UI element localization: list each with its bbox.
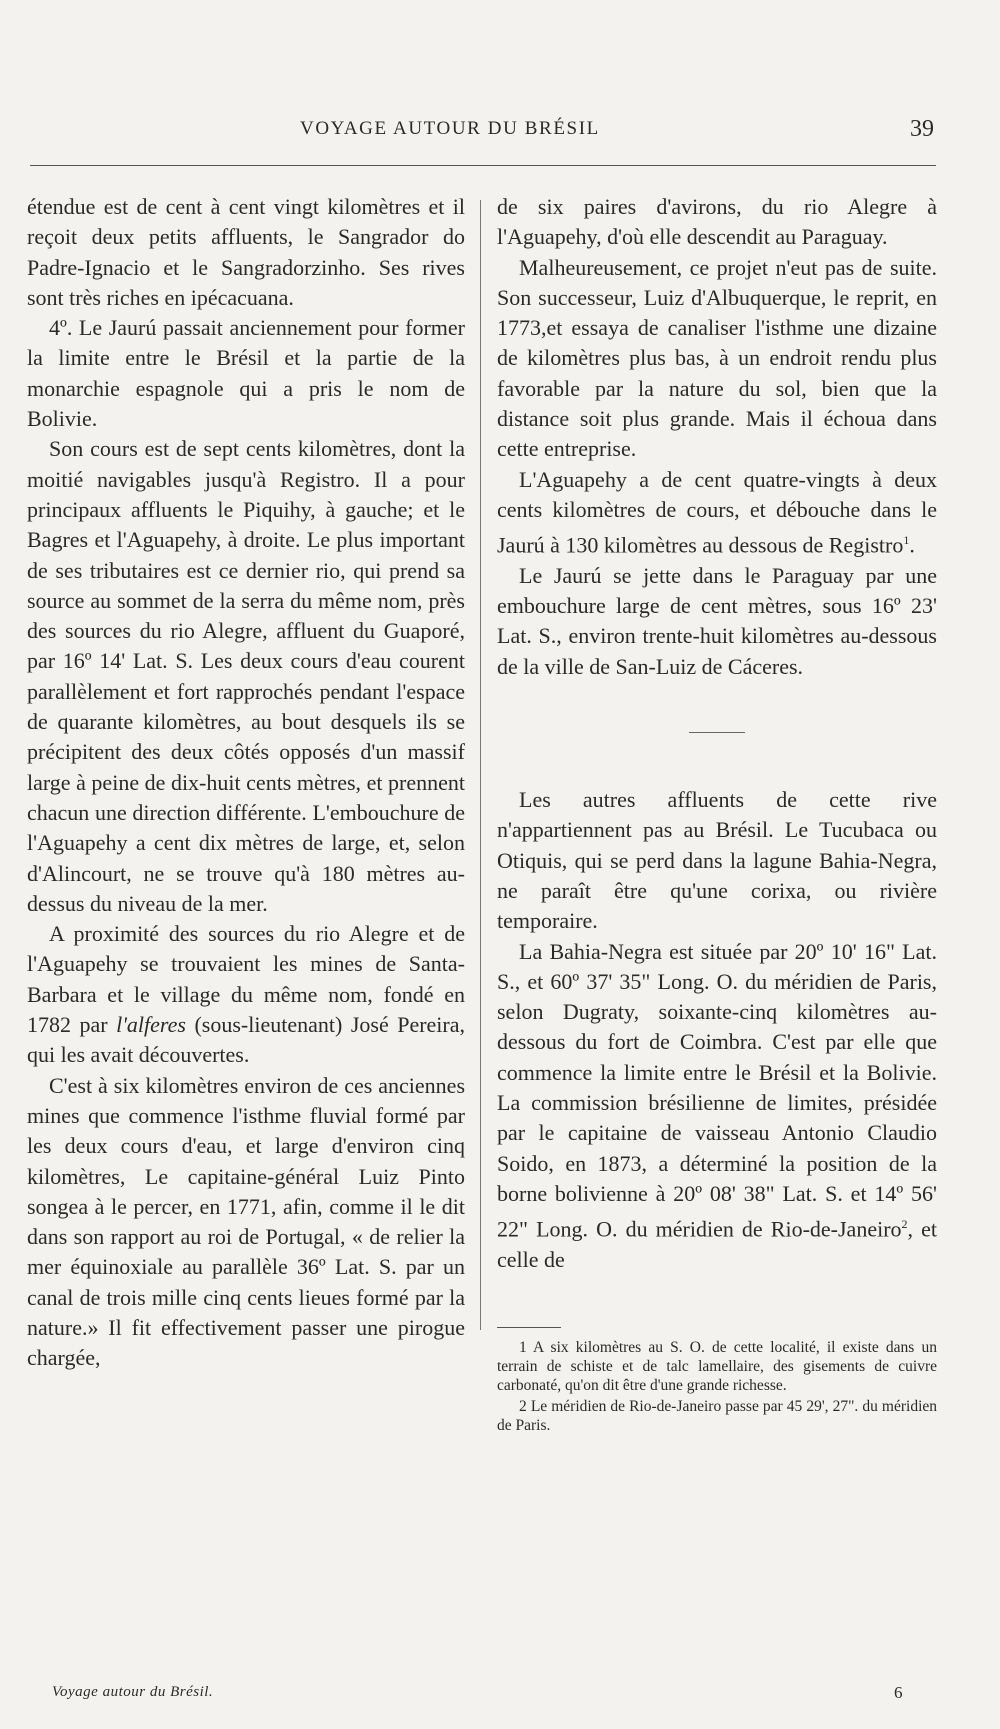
paragraph-text: (sous-lieutenant) José Pereira, qui les avait découvertes. [27,1012,466,1068]
footnote: 1 A six kilomètres au S. O. de cette localité, il existe dans un terrain de schiste et de talc lamellaire, des gisements de cuivre carbonaté, qu'on dit être d'une grande richesse. [497,1339,937,1395]
footnote-ref: 1 [903,533,910,548]
paragraph-text: La Bahia-Negra est située par 20º 10' 16" Lat. S., et 60º 37' 35" Long. O. du méridien de Paris, selon Dugraty, soixante-cinq kilomètres au-dessous du fort de Coimbra. C'est par elle que commence la limite entre le Brésil et la Bolivie. La commission brésilienne de limites, présidée par le capitaine de vaisseau Antonio Claudio Soido, en 1873, a déterminé la position de la borne bolivienne à 20º 08' 38" Lat. S. et 14º 56' 22" Long. O. du méridien de Rio-de-Janeiro [497,938,937,1242]
left-column [27,192,465,1374]
footnote: 2 Le méridien de Rio-de-Janeiro passe par 45 29', 27". du méridien de Paris. [497,1398,937,1435]
paragraph-text: L'Aguapehy a de cent quatre-vingts à deux cents kilomètres de cours, et débouche dans le Jaurú à 130 kilomètres au dessous de Registro [497,466,937,558]
paragraph-text: . [909,532,915,558]
footer-book-title: Voyage autour du Brésil. [52,1684,214,1700]
paragraph [497,465,937,561]
paragraph: C'est à six kilomètres environ de ces anciennes mines que commence l'isthme fluvial formé par les deux cours d'eau, et large d'environ cinq kilomètres, Le capitaine-général Luiz Pinto songea à le percer, en 1771, afin, comme il le dit dans son rapport au roi de Portugal, « de relier la mer équinoxiale au parallèle 36º Lat. S. par un canal de trois mille cinq cents lieues formé par la nature.» Il fit effectivement passer une pirogue chargée, [27,1072,465,1371]
footnotes [497,1338,937,1435]
paragraph: Son cours est de sept cents kilomètres, dont la moitié navigables jusqu'à Registro. Il a pour principaux affluents le Piquihy, à gauche; et le Bagres et l'Aguapehy, à droite. Le plus important de ses tributaires est ce dernier rio, qui prend sa source au sommet de la serra du même nom, près des sources du rio Alegre, affluent du Guaporé, par 16º 14' Lat. S. Les deux cours d'eau courent parallèlement et fort rapprochés pendant l'espace de quarante kilomètres, au bout desquels ils se précipitent des deux côtés opposés d'un massif large à peine de dix-huit cents mètres, et prennent chacun une direction différente. L'embouchure de l'Aguapehy a cent dix mètres de large, et, selon d'Alincourt, ne se trouve qu'à 180 mètres au-dessus du niveau de la mer. [27,436,465,916]
header-rule [30,165,936,166]
section-separator [689,732,745,733]
paragraph [27,919,465,1070]
italic-term: l'alferes [116,1012,186,1038]
footnote-ref: 2 [901,1217,908,1232]
running-title: VOYAGE AUTOUR DU BRÉSIL [300,118,600,139]
paragraph: étendue est de cent à cent vingt kilomètres et il reçoit deux petits affluents, le Sangrador do Padre-Ignacio et le Sangradorzinho. Ses rives sont très riches en ipécacuana. [27,194,465,310]
signature-mark: 6 [894,1683,903,1702]
running-head [0,118,1000,158]
paragraph: de six paires d'avirons, du rio Alegre à l'Aguapehy, d'où elle descendit au Paraguay. [497,194,937,250]
footnote-rule [497,1327,561,1328]
column-divider [480,200,481,1330]
paragraph [497,937,937,1276]
paragraph: 4º. Le Jaurú passait anciennement pour former la limite entre le Brésil et la partie de la monarchie espagnole qui a pris le nom de Bolivie. [27,315,465,432]
paragraph: Le Jaurú se jette dans le Paraguay par une embouchure large de cent mètres, sous 16º 23' Lat. S., environ trente-huit kilomètres au-dessous de la ville de San-Luiz de Cáceres. [497,562,937,679]
page-number: 39 [910,116,934,142]
paragraph: Malheureusement, ce projet n'eut pas de suite. Son successeur, Luiz d'Albuquerque, le reprit, en 1773,et essaya de canaliser l'isthme une dizaine de kilomètres plus bas, à un endroit rendu plus favorable par la nature du sol, bien que la distance soit plus grande. Mais il échoua dans cette entreprise. [497,254,937,462]
paragraph: Les autres affluents de cette rive n'appartiennent pas au Brésil. Le Tucubaca ou Otiquis, qui se perd dans la lagune Bahia-Negra, ne paraît être qu'une corixa, ou rivière temporaire. [497,787,937,934]
paragraph-text: , et celle de [497,1216,937,1272]
paragraph-text: A proximité des sources du rio Alegre et de l'Aguapehy se trouvaient les mines de Santa-Barbara et le village du même nom, fondé en 1782 par [27,921,465,1038]
right-column [497,192,937,1437]
